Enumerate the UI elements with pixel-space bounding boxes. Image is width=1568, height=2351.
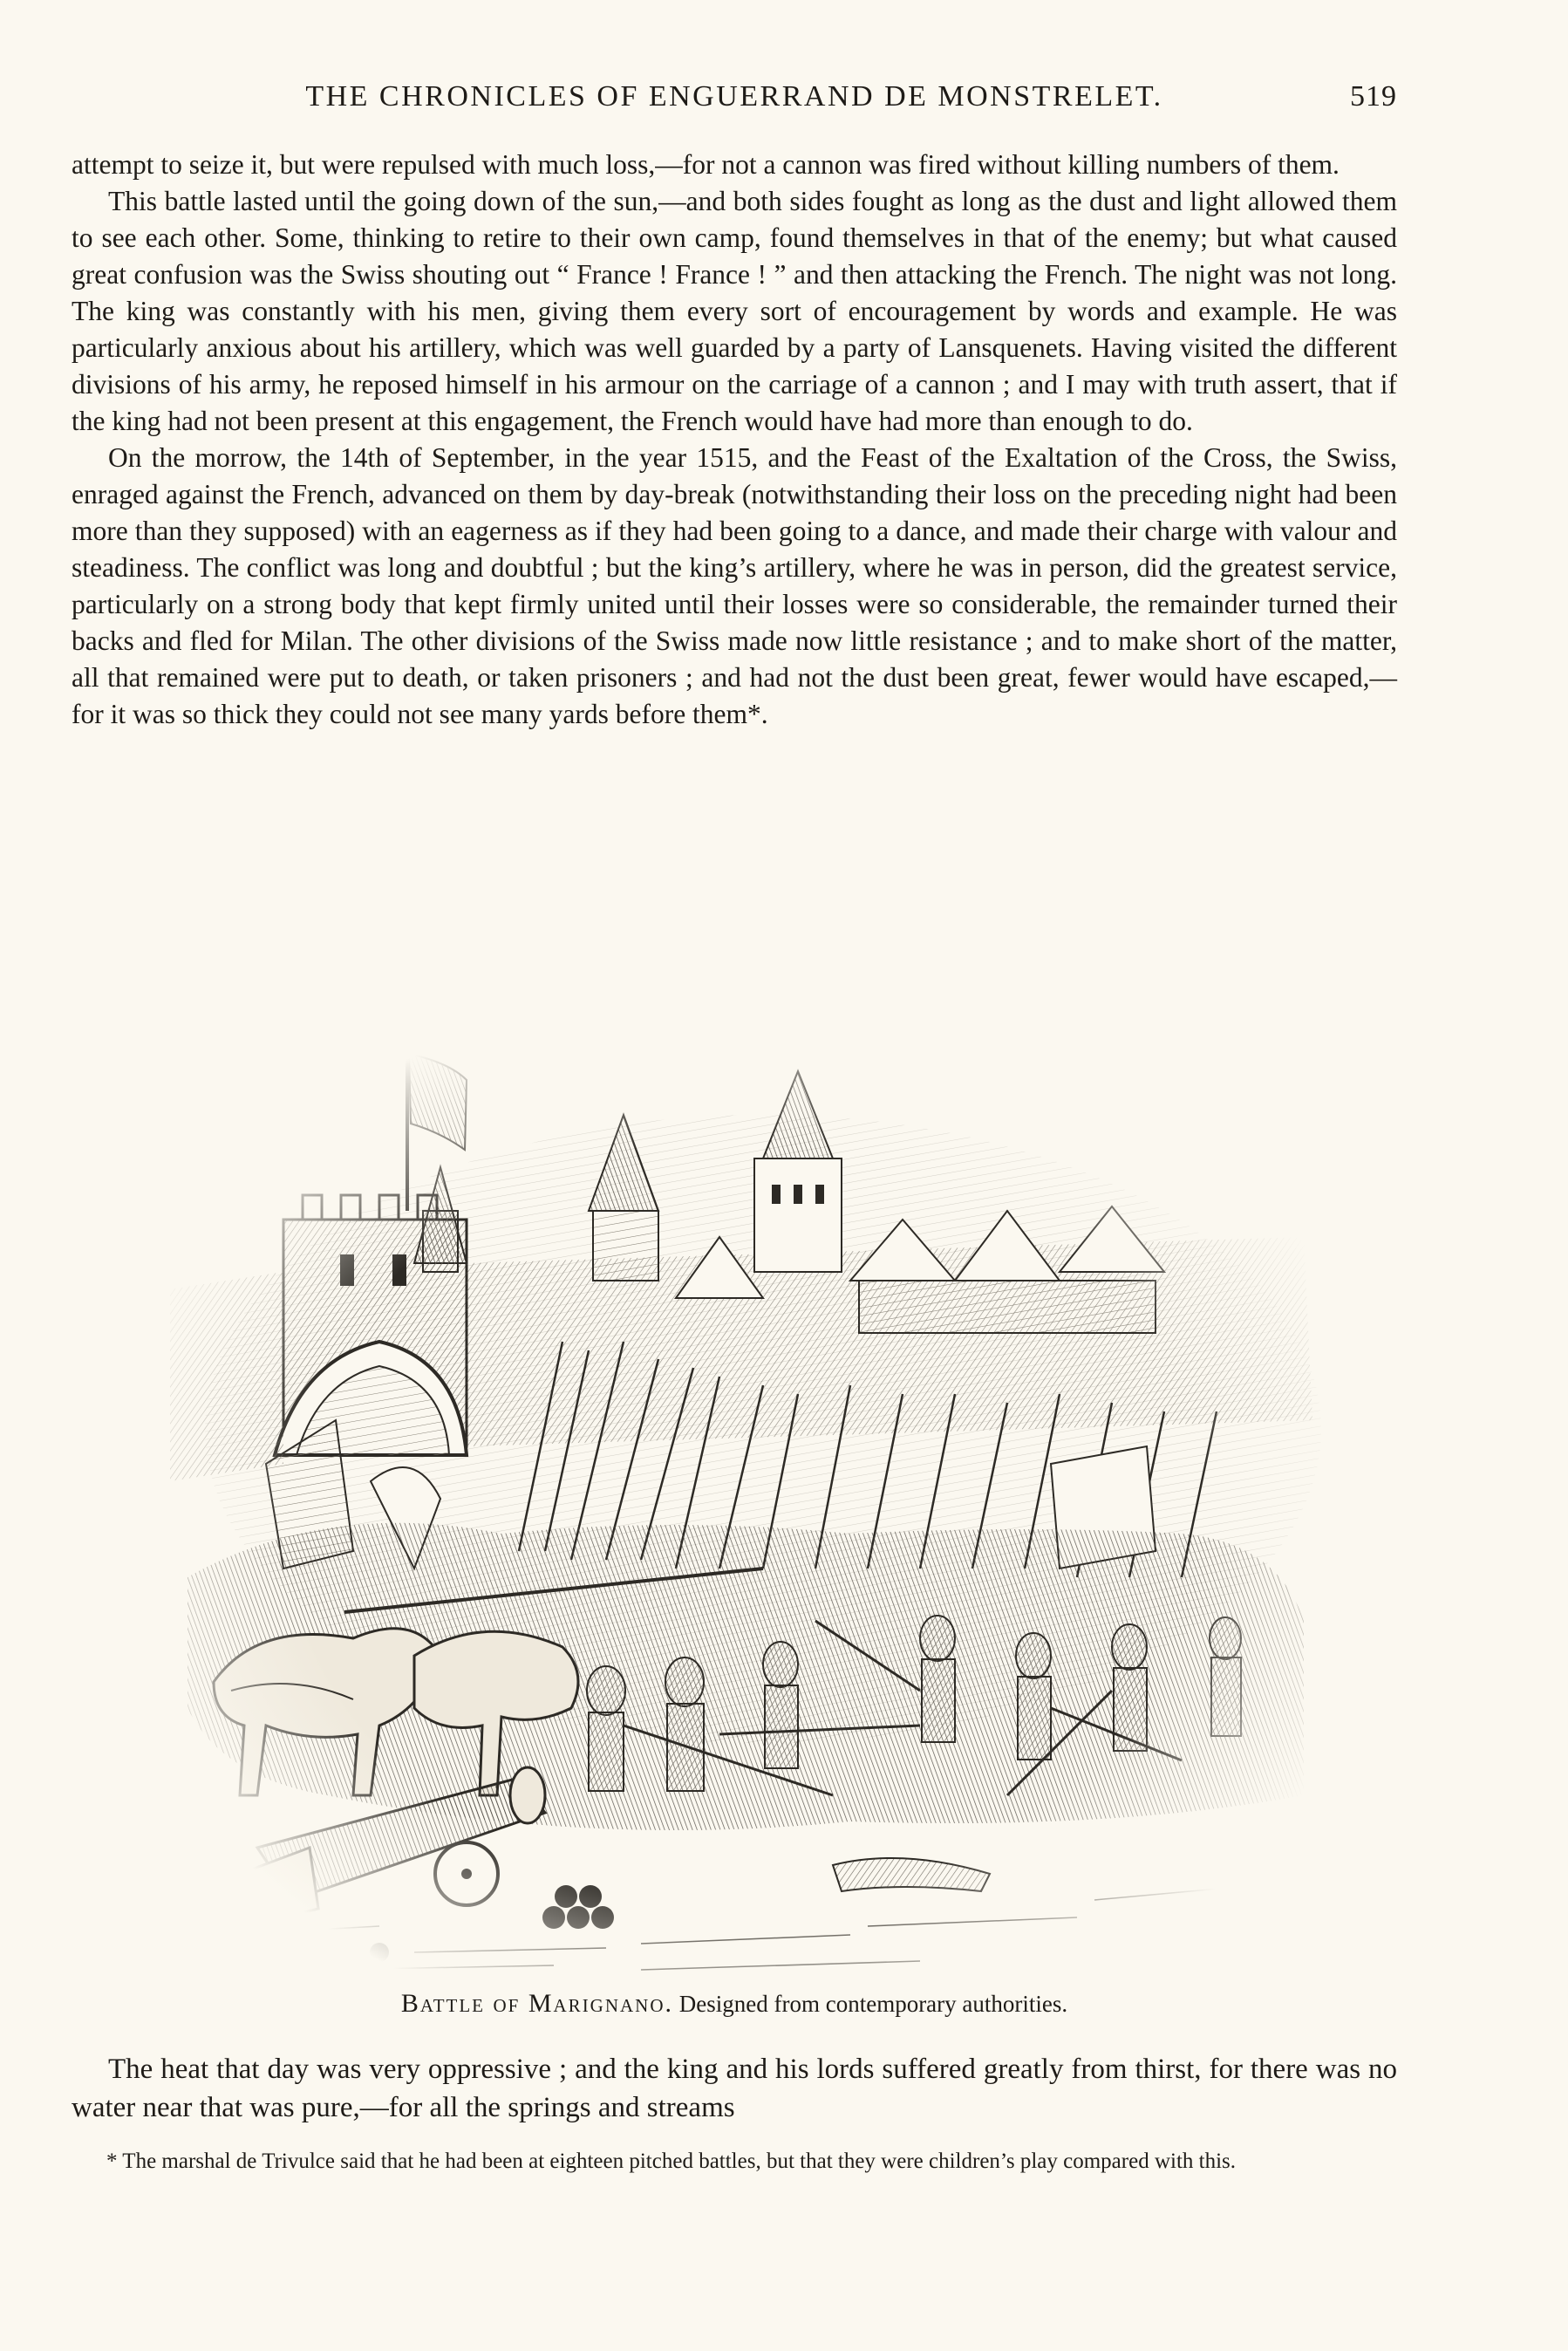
page-number: 519: [1350, 80, 1397, 113]
battle-engraving: [153, 1010, 1339, 1985]
caption-text: Designed from contemporary authorities.: [678, 1991, 1068, 2017]
body-paragraph: attempt to seize it, but were repulsed with much loss,—for not a cannon was fired without killing numbers of them.: [72, 149, 1340, 180]
illustration-caption: [72, 1989, 1397, 2019]
body-paragraph: This battle lasted until the going down of the sun,—and both sides fought as long as the dust and light allowed them to see each other. Some, thinking to retire to their own camp, found themselves in that of the enemy; but what caused great confusion was the Swiss shouting out “ France ! France ! ” and then attacking the French. The night was not long. The king was constantly with his men, giving them every sort of encouragement by words and example. He was particularly anxious about his artillery, which was well guarded by a party of Lansquenets. Having visited the different divisions of his army, he reposed himself in his armour on the carriage of a cannon ; and I may with truth assert, that if the king had not been present at this engagement, the French would have had more than enough to do.: [72, 186, 1397, 436]
body-text: [72, 147, 1397, 733]
caption-title: Battle of Marignano.: [400, 1989, 674, 2018]
footnote-text: * The marshal de Trivulce said that he had been at eighteen pitched battles, but that they were children’s play compared with this.: [106, 2149, 1237, 2173]
continued-text: [72, 2050, 1397, 2127]
running-head: [72, 80, 1397, 124]
body-paragraph: The heat that day was very oppressive ; and the king and his lords suffered greatly from thirst, for there was no water near that was pure,—for all the springs and streams: [72, 2054, 1397, 2123]
engraving-image: [153, 1010, 1339, 1985]
footnote: [72, 2146, 1397, 2177]
running-head-title: THE CHRONICLES OF ENGUERRAND DE MONSTRELET.: [305, 80, 1163, 113]
body-paragraph: On the morrow, the 14th of September, in the year 1515, and the Feast of the Exaltation of the Cross, the Swiss, enraged against the French, advanced on them by day-break (notwithstanding their loss on the preceding night had been more than they supposed) with an eagerness as if they had been going to a dance, and made their charge with valour and steadiness. The conflict was long and doubtful ; but the king’s artillery, where he was in person, did the greatest service, particularly on a strong body that kept firmly united until their losses were so considerable, the remainder turned their backs and fled for Milan. The other divisions of the Swiss made now little resistance ; and to make short of the matter, all that remained were put to death, or taken prisoners ; and had not the dust been great, fewer would have escaped,—for it was so thick they could not see many yards before them*.: [72, 442, 1397, 729]
